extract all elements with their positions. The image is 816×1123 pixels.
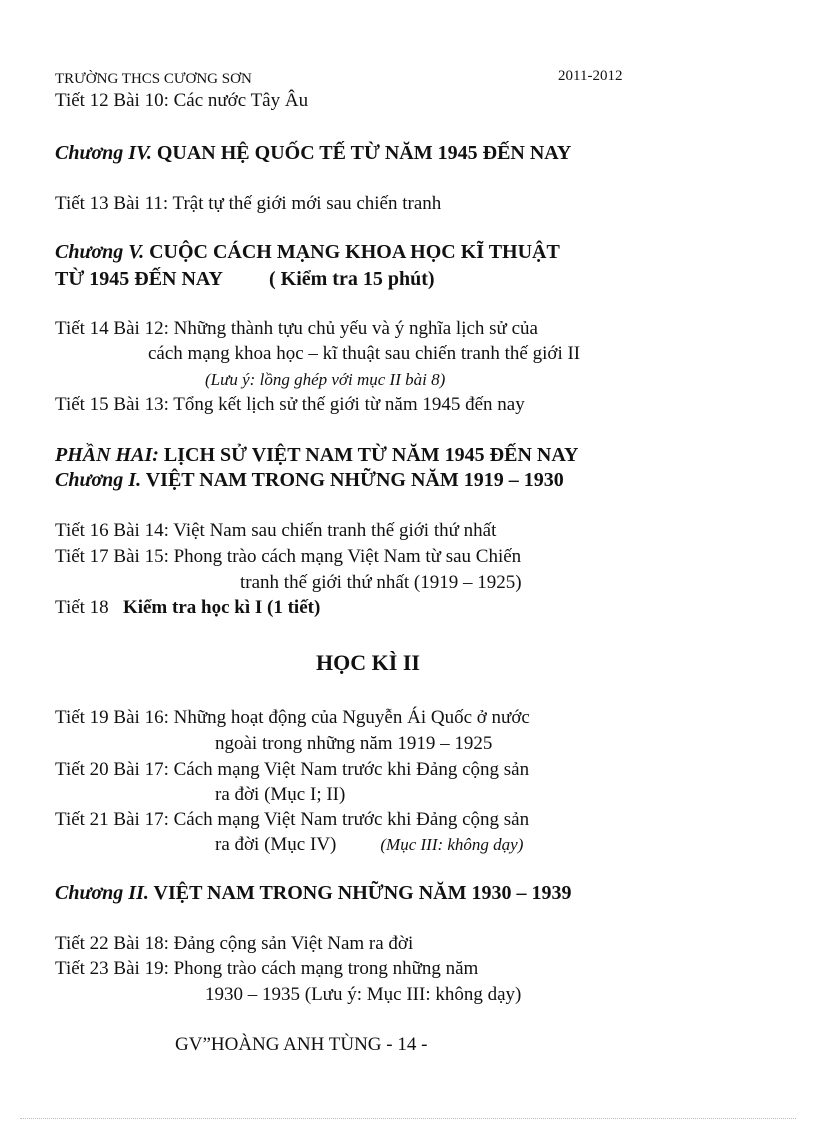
lesson-line: Tiết 20 Bài 17: Cách mạng Việt Nam trước khi Đảng cộng sản xyxy=(55,759,530,780)
page-bottom-divider xyxy=(20,1118,796,1119)
lesson-line: Tiết 15 Bài 13: Tổng kết lịch sử thế giới từ năm 1945 đến nay xyxy=(55,394,525,415)
lesson-line: Tiết 19 Bài 16: Những hoạt động của Nguyễn Ái Quốc ở nước xyxy=(55,707,530,728)
school-name: TRƯỜNG THCS CƯƠNG SƠN xyxy=(55,71,252,87)
chapter-i-heading xyxy=(55,469,564,491)
lesson-line-cont: tranh thế giới thứ nhất (1919 – 1925) xyxy=(240,572,522,593)
page-footer: GV”HOÀNG ANH TÙNG - 14 - xyxy=(175,1034,428,1055)
chapter-title: VIỆT NAM TRONG NHỮNG NĂM 1919 – 1930 xyxy=(141,469,564,491)
lesson-prefix: Tiết 18 xyxy=(55,597,109,618)
school-year: 2011-2012 xyxy=(558,68,623,84)
lesson-line: Tiết 14 Bài 12: Những thành tựu chủ yếu và ý nghĩa lịch sử của xyxy=(55,318,538,339)
chapter-label: Chương II. xyxy=(55,882,149,904)
chapter-title-cont: TỪ 1945 ĐẾN NAY xyxy=(55,268,223,290)
chapter-label: Chương V. xyxy=(55,241,145,263)
exam-label: Kiểm tra học kì I (1 tiết) xyxy=(122,597,321,618)
lesson-line: Tiết 16 Bài 14: Việt Nam sau chiến tranh thế giới thứ nhất xyxy=(55,520,497,541)
lesson-line-cont xyxy=(215,834,523,856)
lesson-note: (Mục III: không dạy) xyxy=(380,835,524,854)
chapter-ii-heading xyxy=(55,882,571,904)
lesson-line: Tiết 13 Bài 11: Trật tự thế giới mới sau chiến tranh xyxy=(55,193,442,214)
semester-heading: HỌC KÌ II xyxy=(316,650,420,675)
chapter-label: Chương IV. xyxy=(55,142,152,164)
lesson-line xyxy=(55,597,320,619)
chapter-label: Chương I. xyxy=(55,469,142,491)
chapter-v-heading-cont xyxy=(55,268,435,290)
lesson-line: Tiết 22 Bài 18: Đảng cộng sản Việt Nam ra đời xyxy=(55,933,414,954)
chapter-title: CUỘC CÁCH MẠNG KHOA HỌC KĨ THUẬT xyxy=(144,241,560,263)
chapter-v-heading xyxy=(55,241,560,263)
chapter-iv-heading xyxy=(55,142,571,164)
chapter-title: VIỆT NAM TRONG NHỮNG NĂM 1930 – 1939 xyxy=(148,882,572,904)
part-label: PHẦN HAI: xyxy=(55,444,159,466)
lesson-line: Tiết 21 Bài 17: Cách mạng Việt Nam trước khi Đảng cộng sản xyxy=(55,809,530,830)
lesson-line: Tiết 17 Bài 15: Phong trào cách mạng Việt Nam từ sau Chiến xyxy=(55,546,522,567)
test-note: ( Kiểm tra 15 phút) xyxy=(268,268,435,290)
lesson-note: (Lưu ý: lồng ghép với mục II bài 8) xyxy=(205,370,446,389)
lesson-line-cont: 1930 – 1935 (Lưu ý: Mục III: không dạy) xyxy=(205,984,522,1005)
lesson-text: ra đời (Mục IV) xyxy=(215,834,337,855)
lesson-line: Tiết 12 Bài 10: Các nước Tây Âu xyxy=(55,90,309,111)
lesson-line-cont: cách mạng khoa học – kĩ thuật sau chiến tranh thế giới II xyxy=(148,343,581,364)
lesson-line-cont: ngoài trong những năm 1919 – 1925 xyxy=(215,733,493,754)
part-title: LỊCH SỬ VIỆT NAM TỪ NĂM 1945 ĐẾN NAY xyxy=(158,444,579,466)
chapter-title: QUAN HỆ QUỐC TẾ TỪ NĂM 1945 ĐẾN NAY xyxy=(151,142,572,164)
part-two-heading xyxy=(55,444,578,466)
lesson-line-cont: ra đời (Mục I; II) xyxy=(215,784,346,805)
lesson-line: Tiết 23 Bài 19: Phong trào cách mạng trong những năm xyxy=(55,958,479,979)
